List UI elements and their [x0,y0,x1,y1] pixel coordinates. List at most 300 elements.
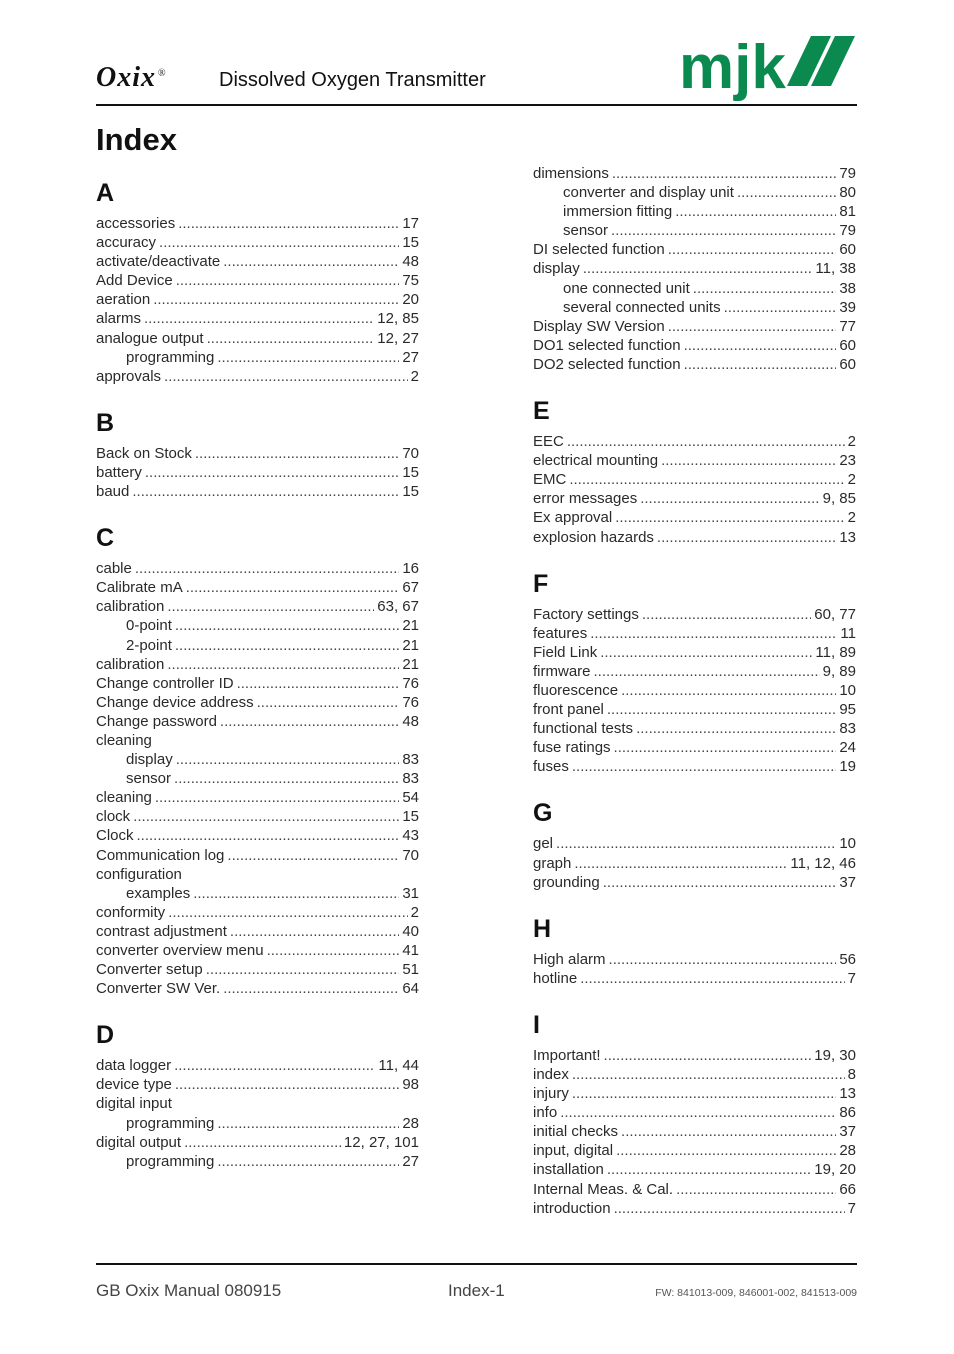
section-letter: A [96,179,115,207]
footer-divider [96,1263,857,1265]
dot-leader [668,317,837,336]
entry-pages: 39 [839,298,856,316]
entry-term: digital input [96,1095,172,1113]
dot-leader [207,329,375,348]
index-entry [96,367,419,386]
dot-leader [135,559,399,578]
index-entry [96,482,419,501]
dot-leader [675,202,836,221]
entry-pages: 27 [402,348,419,366]
header-divider [96,104,857,106]
index-entry [533,336,856,355]
dot-leader [217,1114,399,1133]
dot-leader [607,1160,811,1179]
index-subentry [96,750,419,769]
entry-term: baud [96,483,130,501]
mjk-logo-text: mjk [679,33,786,102]
entry-pages: 60 [839,336,856,354]
index-entry [533,317,856,336]
entry-pages: 15 [402,808,419,826]
entry-term: Display SW Version [533,317,665,335]
index-subentry [533,298,856,317]
entry-pages: 11, 12, 46 [790,854,856,872]
entry-term: contrast adjustment [96,922,227,940]
entry-term: input, digital [533,1142,614,1160]
entry-pages: 79 [839,222,856,240]
entry-term: index [533,1066,569,1083]
index-entry [533,624,856,643]
dot-leader [164,367,408,386]
dot-leader [676,1180,836,1199]
entry-term: alarms [96,310,142,328]
entry-pages: 70 [402,846,419,864]
entry-pages: 31 [402,884,419,902]
section-letter: I [533,1010,540,1039]
dot-leader [604,1046,812,1065]
index-entry [96,1133,419,1152]
dot-leader [609,950,837,969]
index-entry [533,854,856,873]
dot-leader [257,693,400,712]
entry-term: several connected units [563,298,721,316]
index-entry [96,578,419,597]
index-subentry [96,1152,419,1171]
entry-term: aeration [96,291,151,309]
index-entry [533,662,856,681]
index-entry [96,559,419,578]
entry-term: Clock [96,827,134,845]
dot-leader [220,712,399,731]
entry-pages: 24 [839,739,856,757]
section-letter: D [96,1021,115,1050]
entry-term: data logger [96,1057,172,1075]
dot-leader [167,597,374,616]
entry-term: fuse ratings [533,739,611,757]
entry-pages: 27 [402,1152,419,1170]
entry-pages: 15 [402,463,419,481]
index-entry [533,700,856,719]
section-letter: E [533,397,550,426]
dot-leader [684,355,837,374]
entry-term: programming [126,1152,215,1170]
entry-term: EMC [533,471,567,489]
dot-leader [237,674,400,693]
index-entry [96,309,419,328]
entry-pages: 83 [402,770,419,788]
entry-term: device type [96,1076,172,1094]
dot-leader [230,922,399,941]
dot-leader [594,662,820,681]
index-entry [533,1141,856,1160]
entry-term: EEC [533,433,564,451]
entry-term: conformity [96,903,166,921]
entry-pages: 2 [410,903,419,921]
index-subentry [96,884,419,903]
index-subentry [533,221,856,240]
dot-leader [583,259,813,278]
index-entry [96,463,419,482]
entry-pages: 11, 44 [378,1057,419,1075]
dot-leader [227,846,399,865]
index-entry [96,655,419,674]
dot-leader [145,463,399,482]
entry-pages: 11, 89 [815,643,856,661]
dot-leader [640,489,819,508]
entry-term: Change controller ID [96,674,234,692]
entry-term: hotline [533,969,578,987]
entry-pages: 21 [402,617,419,635]
index-entry [533,451,856,470]
entry-pages: 51 [402,961,419,979]
entry-pages: 75 [402,272,419,290]
entry-term: High alarm [533,950,606,968]
entry-term: Field Link [533,643,598,661]
entry-term: initial checks [533,1123,619,1141]
dot-leader [684,336,837,355]
entry-term: Communication log [96,846,225,864]
dot-leader [174,1056,375,1075]
index-entry [96,846,419,865]
index-entry [533,470,856,489]
entry-term: programming [126,1114,215,1132]
entry-term: electrical mounting [533,452,659,470]
index-entry [533,508,856,527]
entry-pages: 11 [840,624,856,642]
entry-term: immersion fitting [563,203,673,221]
entry-pages: 76 [402,674,419,692]
entry-pages: 13 [839,528,856,546]
dot-leader [621,1122,836,1141]
entry-term: info [533,1104,558,1122]
index-entry [533,738,856,757]
entry-term: features [533,624,588,642]
dot-leader [168,903,407,922]
entry-term: sensor [563,222,609,240]
entry-pages: 81 [839,203,856,221]
dot-leader [178,214,399,233]
index-entry [96,788,419,807]
entry-term: converter overview menu [96,942,264,959]
index-entry [533,719,856,738]
entry-term: analogue output [96,329,204,347]
dot-leader [217,1152,399,1171]
entry-term: Converter setup [96,961,203,979]
entry-term: Ex approval [533,509,613,527]
entry-pages: 64 [402,980,419,998]
dot-leader [267,941,400,960]
entry-pages: 23 [839,452,856,470]
entry-pages: 41 [402,942,419,959]
dot-leader [217,348,399,367]
index-entry [533,757,856,776]
index-entry [533,432,856,451]
entry-pages: 40 [402,922,419,940]
entry-pages: 2 [847,509,856,527]
entry-pages: 17 [402,215,419,232]
entry-pages: 7 [847,1199,856,1217]
dot-leader [574,854,787,873]
entry-term: grounding [533,873,600,891]
dot-leader [137,826,400,845]
index-column-left [96,176,419,1171]
entry-pages: 60 [839,241,856,259]
entry-term: calibration [96,655,165,673]
footer-manual-name: GB Oxix Manual 080915 [96,1281,282,1300]
dot-leader [174,769,399,788]
entry-term: calibration [96,598,165,616]
entry-term: gel [533,835,554,853]
entry-term: fuses [533,758,569,776]
footer-firmware-versions: FW: 841013-009, 846001-002, 841513-009 [655,1287,857,1299]
entry-term: examples [126,884,191,902]
dot-leader [657,528,836,547]
entry-pages: 12, 27 [377,329,419,347]
dot-leader [133,807,399,826]
entry-term: display [533,260,580,278]
entry-term: front panel [533,701,604,719]
index-entry [96,693,419,712]
entry-term: cleaning [96,731,152,749]
dot-leader [661,451,836,470]
index-entry [533,969,856,988]
index-entry [533,164,856,183]
entry-term: Important! [533,1046,601,1064]
entry-pages: 54 [402,789,419,807]
index-entry [533,1122,856,1141]
entry-term: Change device address [96,693,254,711]
entry-term: clock [96,808,131,826]
document-title: Dissolved Oxygen Transmitter [219,69,486,91]
entry-pages: 15 [402,483,419,501]
index-entry [533,1103,856,1122]
entry-pages: 66 [839,1180,856,1198]
index-entry [96,329,419,348]
entry-pages: 70 [402,444,419,462]
entry-pages: 9, 89 [822,662,856,680]
dot-leader [611,221,836,240]
entry-pages: 77 [839,317,856,335]
entry-pages: 28 [839,1142,856,1160]
entry-pages: 37 [839,1123,856,1141]
entry-term: accessories [96,215,176,232]
entry-term: 0-point [126,617,172,635]
entry-term: digital output [96,1133,182,1151]
dot-leader [607,700,836,719]
entry-pages: 12, 85 [377,310,419,328]
entry-pages: 28 [402,1114,419,1132]
dot-leader [612,164,836,183]
dot-leader [572,1084,836,1103]
index-entry [96,922,419,941]
entry-term: functional tests [533,720,634,738]
dot-leader [206,960,400,979]
section-letter: F [533,569,549,598]
dot-leader [600,643,812,662]
entry-pages: 95 [839,701,856,719]
dot-leader [223,252,399,271]
index-entry [96,826,419,845]
entry-term: Factory settings [533,605,639,623]
dot-leader [560,1103,836,1122]
dot-leader [572,757,836,776]
page-title: Index [96,122,177,157]
index-entry [96,233,419,252]
dot-leader [175,616,399,635]
entry-term: DO1 selected function [533,336,681,354]
entry-pages: 15 [402,234,419,252]
dot-leader [668,240,837,259]
entry-pages: 10 [839,835,856,853]
entry-pages: 21 [402,655,419,673]
index-entry [96,865,419,884]
index-entry [533,1046,856,1065]
entry-term: Calibrate mA [96,579,183,597]
entry-pages: 56 [839,950,856,968]
index-subentry [96,1114,419,1133]
dot-leader [569,470,844,489]
dot-leader [159,233,399,252]
index-entry [96,290,419,309]
entry-pages: 38 [839,279,856,297]
dot-leader [132,482,399,501]
entry-pages: 76 [402,693,419,711]
section-letter: G [533,799,553,828]
index-entry [96,731,419,750]
footer-page-number: Index-1 [448,1281,505,1300]
entry-pages: 80 [839,184,856,202]
entry-pages: 83 [839,720,856,738]
entry-term: 2-point [126,636,172,654]
index-subentry [533,202,856,221]
index-entry [533,950,856,969]
registered-mark: ® [158,67,167,79]
entry-term: activate/deactivate [96,253,221,271]
entry-pages: 48 [402,253,419,271]
dot-leader [175,1075,399,1094]
entry-pages: 2 [847,433,856,451]
entry-term: cable [96,560,132,578]
entry-pages: 7 [847,969,856,987]
dot-leader [614,1199,845,1218]
dot-leader [642,605,811,624]
entry-pages: 19, 30 [814,1046,856,1064]
index-entry [533,834,856,853]
entry-term: cleaning [96,789,152,807]
entry-term: Internal Meas. & Cal. [533,1180,674,1198]
entry-term: injury [533,1085,569,1103]
dot-leader [167,655,399,674]
index-entry [96,1056,419,1075]
index-entry [96,712,419,731]
index-entry [533,643,856,662]
entry-term: introduction [533,1199,611,1217]
index-entry [533,489,856,508]
entry-pages: 48 [402,712,419,730]
index-entry [533,1160,856,1179]
dot-leader [186,578,400,597]
index-entry [96,1094,419,1113]
entry-term: Back on Stock [96,444,192,462]
dot-leader [176,750,400,769]
index-subentry [96,348,419,367]
dot-leader [176,271,400,290]
entry-pages: 19 [839,758,856,776]
entry-term: approvals [96,367,162,385]
dot-leader [636,719,836,738]
entry-pages: 9, 85 [822,490,856,508]
dot-leader [603,873,837,892]
dot-leader [223,979,399,998]
index-subentry [96,616,419,635]
entry-pages: 37 [839,873,856,891]
entry-term: accuracy [96,234,157,252]
entry-pages: 63, 67 [377,598,419,616]
entry-term: Add Device [96,272,173,290]
dot-leader [567,432,845,451]
index-entry [533,240,856,259]
entry-term: graph [533,854,572,872]
entry-term: configuration [96,865,182,883]
entry-pages: 2 [410,367,419,385]
index-entry [96,271,419,290]
dot-leader [155,788,399,807]
entry-pages: 79 [839,165,856,182]
entry-term: battery [96,463,142,481]
entry-term: fluorescence [533,681,619,699]
entry-pages: 11, 38 [815,260,856,278]
index-entry [96,214,419,233]
index-entry [96,444,419,463]
index-entry [96,597,419,616]
index-entry [96,979,419,998]
entry-term: explosion hazards [533,528,654,546]
section-letter: C [96,524,115,553]
entry-pages: 13 [839,1085,856,1103]
entry-pages: 98 [402,1076,419,1094]
dot-leader [590,624,837,643]
entry-term: error messages [533,490,638,508]
oxix-brand-logo [96,62,167,94]
brand-text: Oxix [96,62,156,93]
entry-pages: 20 [402,291,419,309]
entry-term: installation [533,1161,604,1179]
dot-leader [175,636,399,655]
index-subentry [96,636,419,655]
dot-leader [572,1065,845,1084]
dot-leader [615,508,844,527]
dot-leader [621,681,836,700]
dot-leader [556,834,836,853]
index-entry [533,681,856,700]
entry-term: one connected unit [563,279,690,297]
dot-leader [693,279,837,298]
index-entry [96,252,419,271]
section-letter: B [96,408,115,437]
entry-pages: 67 [402,579,419,597]
index-entry [96,1075,419,1094]
entry-term: DI selected function [533,241,665,259]
entry-term: Converter SW Ver. [96,980,221,998]
dot-leader [153,290,399,309]
entry-term: Change password [96,712,217,730]
index-entry [533,873,856,892]
entry-term: display [126,751,173,769]
index-entry [96,960,419,979]
dot-leader [737,183,836,202]
dot-leader [616,1141,836,1160]
entry-pages: 2 [847,471,856,489]
dot-leader [184,1133,341,1152]
